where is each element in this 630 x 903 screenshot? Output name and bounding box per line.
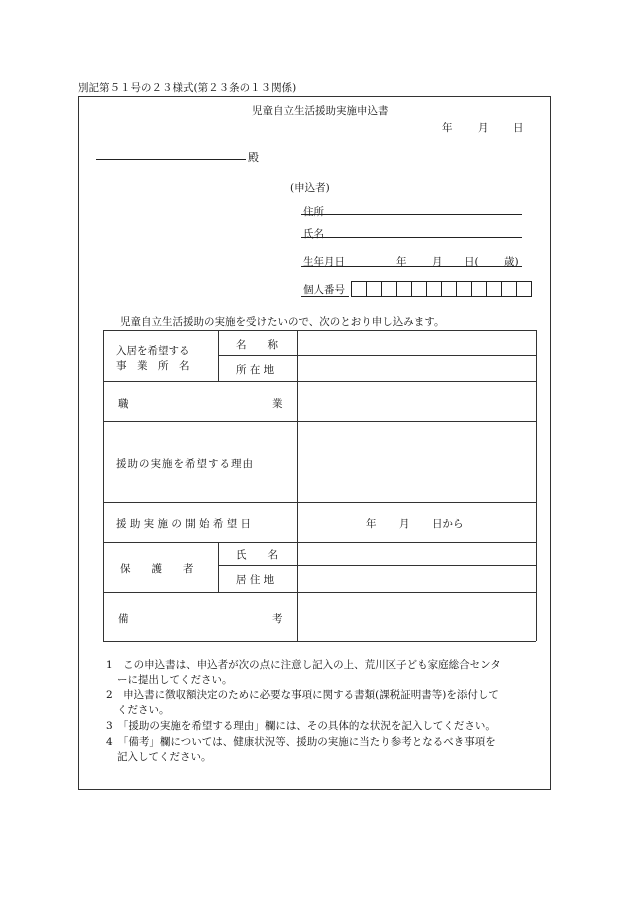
id-digit-box[interactable]: [366, 281, 382, 297]
intro-text: 児童自立生活援助の実施を受けたいので、次のとおり申し込みます。: [120, 316, 445, 328]
remarks-label-1: 備: [118, 613, 129, 625]
id-digit-box[interactable]: [441, 281, 457, 297]
note-line: 4 「備考」欄については、健康状況等、援助の実施に当たり参考となるべき事項を: [106, 736, 496, 748]
guardian-label: 保 護 者: [120, 563, 194, 575]
facility-label-line2: 事 業 所 名: [116, 360, 190, 372]
occupation-field[interactable]: [298, 382, 535, 420]
start-day: 日から: [432, 518, 464, 530]
note-line: ください。: [117, 704, 170, 716]
birth-field[interactable]: [301, 265, 522, 267]
address-label: 住所: [303, 206, 324, 218]
name-field[interactable]: [301, 236, 522, 238]
guardian-address-field[interactable]: [298, 566, 535, 591]
note-line: 1 この申込書は、申込者が次の点に注意し記入の上、荒川区子ども家庭総合センタ: [106, 659, 501, 671]
age-suffix: 歳): [504, 256, 519, 268]
birth-label: 生年月日: [303, 256, 345, 268]
guardian-name-label: 氏 名: [236, 549, 278, 561]
id-digit-box[interactable]: [501, 281, 517, 297]
occupation-label-1: 職: [118, 398, 129, 410]
id-label-underline: [301, 295, 349, 297]
birth-year: 年: [396, 256, 407, 268]
address-field[interactable]: [301, 213, 522, 215]
id-label: 個人番号: [303, 284, 345, 296]
facility-name-label: 名 称: [236, 339, 278, 351]
form-title: 児童自立生活援助実施申込書: [252, 105, 389, 117]
remarks-field[interactable]: [298, 593, 535, 640]
table-border: [218, 542, 219, 592]
id-digit-box[interactable]: [396, 281, 412, 297]
note-line: 3 「援助の実施を希望する理由」欄には、その具体的な状況を記入してください。: [106, 720, 496, 732]
note-line: 記入してください。: [117, 751, 212, 763]
applicant-heading: (申込者): [290, 182, 330, 194]
id-digit-box[interactable]: [411, 281, 427, 297]
reason-field[interactable]: [298, 422, 535, 501]
table-border: [103, 502, 536, 503]
guardian-address-label: 居 住 地: [236, 574, 275, 586]
note-line: ーに提出してください。: [117, 674, 233, 686]
start-date-label: 援 助 実 施 の 開 始 希 望 日: [116, 518, 252, 530]
id-digit-box[interactable]: [516, 281, 532, 297]
id-digit-box[interactable]: [471, 281, 487, 297]
facility-location-field[interactable]: [298, 356, 535, 380]
date-month: 月: [478, 122, 489, 134]
birth-month: 月: [432, 256, 443, 268]
id-digit-box[interactable]: [456, 281, 472, 297]
note-line: 2 申込書に徴収額決定のために必要な事項に関する書類(課税証明書等)を添付して: [106, 689, 499, 701]
birth-day: 日(: [464, 256, 479, 268]
table-border: [536, 330, 537, 641]
facility-label-line1: 入居を希望する: [116, 345, 190, 357]
id-digit-box[interactable]: [381, 281, 397, 297]
id-digit-box[interactable]: [486, 281, 502, 297]
table-border: [218, 330, 219, 381]
date-day: 日: [513, 122, 524, 134]
individual-number-boxes[interactable]: [352, 281, 532, 297]
id-digit-box[interactable]: [426, 281, 442, 297]
date-year: 年: [442, 122, 453, 134]
name-label: 氏名: [303, 228, 324, 240]
start-year: 年: [366, 518, 377, 530]
form-number: 別記第５１号の２３様式(第２３条の１３関係): [78, 82, 297, 94]
id-digit-box[interactable]: [351, 281, 367, 297]
addressee-suffix: 殿: [248, 151, 259, 164]
addressee-line[interactable]: [96, 158, 246, 160]
remarks-label-2: 考: [272, 613, 283, 625]
start-month: 月: [399, 518, 410, 530]
table-border: [103, 641, 536, 642]
table-border: [103, 330, 104, 641]
occupation-label-2: 業: [272, 398, 283, 410]
guardian-name-field[interactable]: [298, 543, 535, 564]
facility-location-label: 所 在 地: [236, 364, 275, 376]
reason-label: 援助の実施を希望する理由: [116, 458, 254, 470]
facility-name-field[interactable]: [298, 331, 535, 355]
